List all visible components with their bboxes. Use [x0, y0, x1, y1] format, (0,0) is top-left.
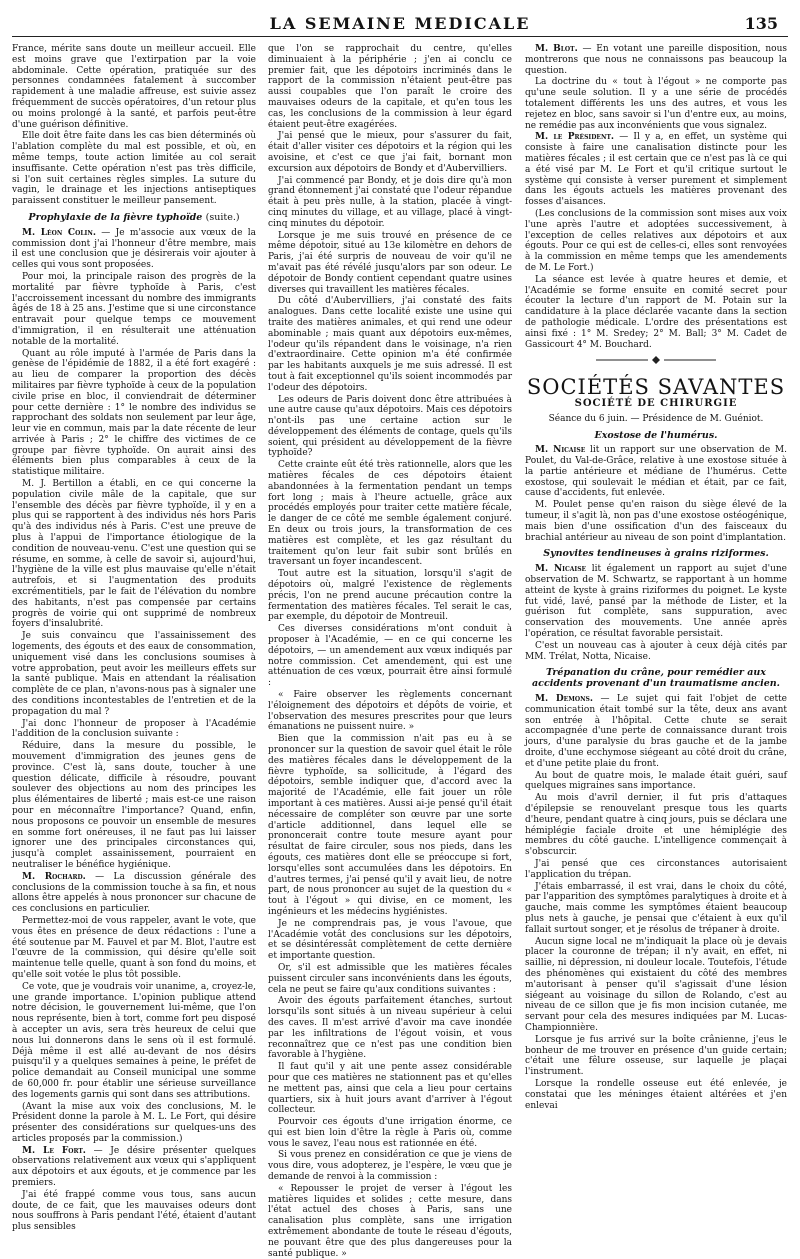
paragraph: J'ai pensé que le mieux, pour s'assurer du fait, était d'aller visiter ces dépotoirs et la région qui les avoisine, et c'est ce que j'ai fait, bornant mon excursion aux dépotoirs de Bondy et d'Aubervilliers.: [268, 131, 512, 174]
paragraph: Les odeurs de Paris doivent donc être attribuées à une autre cause qu'aux dépotoirs. Mais ces dépotoirs n'ont-ils pas une certaine action sur le développement des éléments de contage, quels qu'ils soient, qui président au développement de la fièvre typhoïde?: [268, 394, 512, 459]
speaker-text: — En votant une pareille disposition, nous montrerons que nous ne connaissons pas beaucoup la question.: [525, 44, 787, 76]
speaker-paragraph: [525, 445, 787, 499]
paragraph: M. Poulet pense qu'en raison du siège élevé de la tumeur, il s'agit là, non pas d'une exostose ostéogénique, mais bien d'une ossification d'un des faisceaux du brachial antérieur au niveau de son point d'implantation.: [525, 500, 787, 543]
speaker-paragraph: [525, 694, 787, 770]
speaker-text: — Le sujet qui fait l'objet de cette communication était tombé sur la tête, deux ans avant son entrée à l'hôpital. Cette chute se serait accompagnée d'une perte de connaissance durant trois jours, d'une paralysie du bras gauche et de la jambe droite, d'une ecchymose siégeant au côté droit du crâne, et d'une petite plaie du front.: [525, 694, 787, 769]
paragraph: J'ai donc l'honneur de proposer à l'Académie l'addition de la conclusion suivante :: [12, 718, 256, 740]
paragraph: Aucun signe local ne m'indiquait la place où je devais placer la couronne de trépan; il n'y avait, en effet, ni saillie, ni dépression, ni douleur locale. Toutefois, l'étude des phénomènes qui existaient du côté des membres m'autorisant à penser qu'il s'agissait d'une lésion siégeant au voisinage du sillon de Rolando, c'est au niveau de ce sillon que je fis mon incision cutanée, me servant pour cela des mesures indiquées par M. Lucas-Championnière.: [525, 936, 787, 1033]
paragraph: Lorsque je fus arrivé sur la boîte crânienne, j'eus le bonheur de me trouver en présence d'un guide certain; c'était une fêlure osseuse, sur laquelle je plaçai l'instrument.: [525, 1034, 787, 1078]
paragraph: M. J. Bertillon a établi, en ce qui concerne la population civile mâle de la capitale, que sur l'ensemble des décès par fièvre typhoïde, il y en a plus qui se rapportent à des individus nés hors Paris qu'à des individus nés à Paris. C'est une preuve de plus à l'appui de l'importance étiologique de la condition de nouveau-venu. C'est une question qui se résume, en somme, à celle de savoir si, aujourd'hui, l'hygiène de la ville est plus mauvaise qu'elle n'était autrefois, et si l'augmentation des produits excrémentitiels, par le fait de l'élévation du nombre des habitants, n'est pas compensée par certains progrès de voirie qui ont supprimé de nombreux foyers d'insalubrité.: [12, 479, 256, 630]
paragraph: La doctrine du « tout à l'égout » ne comporte pas qu'une seule solution. Il y a une série de procédés totalement différents les uns des autres, et vous les rejetez en bloc, sans savoir si l'un d'entre eux, au moins, ne remédie pas aux inconvénients que vous signalez.: [525, 77, 787, 131]
paragraph: (Les conclusions de la commission sont mises aux voix l'une après l'autre et adoptées successivement, à l'exception de celles relatives aux dépotoirs et aux égouts. Pour ce qui est de celles-ci, elles sont renvoyées à la commission en même temps que les amendements de M. Le Fort.): [525, 208, 787, 273]
paragraph: Elle doit être faite dans les cas bien déterminés où l'ablation complète du mal est possible, et où, en même temps, toute action limitée au col serait insuffisante. Cette opération n'est pas très difficile, si l'on suit certaines règles simples. La suture du vagin, le drainage et les injections antiseptiques paraissent constituer le meilleur pansement.: [12, 131, 256, 207]
subsection-heading: Synovites tendineuses à grains riziformes.: [543, 548, 769, 560]
speaker-name: M. le Président.: [535, 132, 615, 143]
paragraph: Or, s'il est admissible que les matières fécales puissent circuler sans inconvénients dans les égouts, cela ne peut se faire qu'aux conditions suivantes :: [268, 962, 512, 995]
paragraph: Au mois d'avril dernier, il fut pris d'attaques d'épilepsie se renouvelant presque tous les quarts d'heure, pendant quatre à cinq jours, puis se déclara une hémiplégie faciale droite et une hémiplégie des membres du côté gauche. L'intelligence commençait à s'obscurcir.: [525, 793, 787, 858]
paragraph: « Repousser le projet de verser à l'égout les matières liquides et solides ; cette mesure, dans l'état actuel des choses à Paris, sans une canalisation plus complète, sans une irrigation extrêmement abondante de toute le réseau d'égouts, ne pouvant être que des plus dangereuses pour la santé publique. »: [268, 1183, 512, 1259]
speaker-paragraph: [12, 1146, 256, 1189]
speaker-name: M. Nicaise: [535, 445, 586, 456]
paragraph: J'étais embarrassé, il est vrai, dans le choix du côté, par l'apparition des symptômes paralytiques à droite et à gauche, mais comme les symptômes étaient beaucoup plus nets à gauche, je pensai que c'étaient à eux qu'il fallait surtout songer, et je résolus de trépaner à droite.: [525, 881, 787, 935]
speaker-paragraph: [525, 564, 787, 640]
ornament-divider: [525, 356, 787, 368]
section-heading: [12, 213, 256, 224]
speaker-text: — La discussion générale des conclusions de la commission touche à sa fin, et nous allons être appelés à nous prononcer sur chacune de ces conclusions en particulier.: [12, 871, 256, 915]
speaker-paragraph: [525, 132, 787, 208]
paragraph: Ces diverses considérations m'ont conduit à proposer à l'Académie, — en ce qui concerne les dépotoirs, — un amendement aux vœux indiqués par notre commission. Cet amendement, qui est une atténuation de ces vœux, pourrait être ainsi formulé :: [268, 624, 512, 689]
speaker-text: — Je désire présenter quelques observations relativement aux vœux qui s'appliquent aux dépotoirs et aux égouts, et je commence par les premiers.: [12, 1145, 257, 1189]
paragraph: Du côté d'Aubervilliers, j'ai constaté des faits analogues. Dans cette localité existe une usine qui traite des matières animales, et qui rend une odeur abominable ; mais quant aux dépotoirs eux-mêmes, l'odeur qu'ils répandent dans le voisinage, n'a rien d'extraordinaire. Cette opinion m'a été confirmée par les habitants auxquels je me suis adressé. Il est tout à fait exceptionnel qu'ils soient incommodés par l'odeur des dépotoirs.: [268, 296, 512, 393]
section-suffix: (suite.): [205, 211, 240, 223]
paragraph: « Faire observer les règlements concernant l'éloignement des dépotoirs et dépôts de voirie, et l'observation des mesures prescrites pour que leurs émanations ne puissent nuire. »: [268, 690, 512, 733]
paragraph: Lorsque la rondelle osseuse eut été enlevée, je constatai que les méninges étaient altérées et j'en enlevai: [525, 1078, 787, 1111]
paragraph: (Avant la mise aux voix des conclusions, M. le Président donne la parole à M. L. Le Fort, qui désire présenter des considérations sur quelques-uns des articles proposés par la commission.): [12, 1101, 256, 1144]
journal-title: LA SEMAINE MEDICALE: [269, 14, 531, 33]
paragraph: Je ne comprendrais pas, je vous l'avoue, que l'Académie votât des conclusions sur les dépotoirs, et se désintéressât complètement de cette dernière et importante question.: [268, 918, 512, 962]
societies-title: SOCIÉTÉS SAVANTES: [526, 375, 786, 400]
column-1: [12, 44, 257, 1233]
column-2: [268, 44, 512, 1259]
paragraph: Au bout de quatre mois, le malade était guéri, sauf quelques migraines sans importance.: [525, 770, 787, 792]
speaker-name: M. Rochard.: [22, 871, 86, 882]
subsection-heading: Exostose de l'humérus.: [594, 429, 718, 441]
paragraph: Avoir des égouts parfaitement étanches, surtout lorsqu'ils sont situés à un niveau supérieur à celui des caves. Il m'est arrivé d'avoir ma cave inondée par les infiltrations de l'égout voisin, et vous reconnaîtrez que ce n'est pas une condition bien favorable à l'hygiène.: [268, 996, 512, 1061]
speaker-text: — Il y a, en effet, un système qui consiste à faire une canalisation distincte pour les matières fécales ; il est certain que ce n'est pas là ce qui a été visé par M. Le Fort et qu'il critique surtout le système qui consiste à verser purement et simplement dans les égouts actuels les matières provenant des fosses d'aisances.: [525, 132, 788, 208]
paragraph: Il faut qu'il y ait une pente assez considérable pour que ces matières ne stationnent pas et qu'elles ne mettent pas, ainsi que cela a lieu pour certains quartiers, six à huit jours avant d'arriver à l'égout collecteur.: [268, 1062, 512, 1116]
seance-line: Séance du 6 juin. — Présidence de M. Guéniot.: [548, 413, 764, 424]
paragraph: Tout autre est la situation, lorsqu'il s'agit de dépotoirs où, malgré l'existence de règlements précis, l'on ne prend aucune précaution contre la fermentation des matières fécales. Tel serait le cas, par exemple, du dépotoir de Montreuil.: [268, 569, 512, 623]
speaker-text: lit également un rapport au sujet d'une observation de M. Schwartz, se rapportant à un homme atteint de kyste à grains riziformes du poignet. Le kyste fut vidé, lavé, pansé par la méthode de Lister, et la guérison fut complète, sans suppuration, avec conservation des mouvements. Une année après l'opération, ce résultat favorable persistait.: [525, 564, 788, 640]
society-name: SOCIÉTÉ DE CHIRURGIE: [574, 397, 738, 409]
speaker-text: lit un rapport sur une observation de M. Poulet, du Val-de-Grâce, relative à une exostose située à la partie antérieure et médiane de l'humérus. Cette exostose, qui soulevait le médian et était, par ce fait, cause d'accidents, fut enlevée.: [525, 445, 787, 499]
speaker-name: M. Nicaise: [535, 564, 587, 575]
section-title: Prophylaxie de la fièvre typhoïde: [28, 211, 203, 223]
paragraph: J'ai commencé par Bondy, et je dois dire qu'à mon grand étonnement j'ai constaté que l'odeur répandue était à peu près nulle, à la station, placée à vingt-cinq minutes du village, et au village, placé à vingt-cinq minutes du dépotoir.: [268, 175, 512, 229]
paragraph: Si vous prenez en considération ce que je viens de vous dire, vous adopterez, je l'espère, le vœu que je demande de renvoi à la commission :: [268, 1150, 512, 1183]
speaker-name: M. Le Fort.: [22, 1145, 86, 1156]
paragraph: Réduire, dans la mesure du possible, le mouvement d'immigration des jeunes gens de province. C'est là, sans doute, toucher à une question délicate, difficile à résoudre, pouvant soulever des objections au nom des principes les plus élémentaires de liberté ; mais est-ce une raison pour en méconnaître l'importance? Quand, enfin, nous proposons ce pouvoir un ensemble de mesures en somme fort onéreuses, il ne faut pas lui laisser ignorer une des principales circonstances qui, jusqu'à complet assainissement, pourraient en neutraliser le bénéfice hygiénique.: [12, 741, 256, 870]
paragraph: C'est un nouveau cas à ajouter à ceux déjà cités par MM. Trélat, Notta, Nicaise.: [525, 640, 787, 662]
column-3: [525, 44, 788, 1111]
speaker-paragraph: [525, 44, 787, 76]
paragraph: Pour moi, la principale raison des progrès de la mortalité par fièvre typhoïde à Paris, c'est l'accroissement incessant du nombre des immigrants âgés de 18 à 25 ans. J'estime que si une circonstance entravait pour quelque temps ce mouvement d'immigration, il en résulterait une atténuation notable de la mortalité.: [12, 271, 256, 347]
paragraph: Cette crainte eût été très rationnelle, alors que les matières fécales de ces dépotoirs étaient abandonnées à la fermentation pendant un temps fort long ; mais à l'heure actuelle, grâce aux procédés employés pour traiter cette matière fécale, le danger de ce côté me semble également conjuré. En deux ou trois jours, la transformation de ces matières est complète, et les gaz résultant du traitement qu'on leur fait subir sont brûlés en traversant un foyer incandescent.: [268, 460, 512, 568]
paragraph: Quant au rôle imputé à l'armée de Paris dans la genèse de l'épidémie de 1882, il a été fort exagéré : au lieu de comparer la proportion des décès militaires par fièvre typhoïde à ceux de la population civile prise en bloc, il conviendrait de déterminer pour cette dernière : 1° le nombre des individus se rapprochant des soldats non seulement par leur âge, leur vie en commun, mais par la date récente de leur arrivée à Paris ; 2° le chiffre des victimes de ce groupe par fièvre typhoïde. On aurait ainsi des éléments bien plus comparables à ceux de la statistique militaire.: [12, 348, 256, 478]
ornament-icon: [596, 356, 716, 364]
paragraph: Pourvoir ces égouts d'une irrigation énorme, ce qui est bien loin d'être la règle à Paris où, comme vous le savez, l'eau nous est rationnée en été.: [268, 1117, 512, 1149]
header-rule: [12, 36, 788, 37]
speaker-name: M. Léon Colin.: [22, 227, 96, 238]
speaker-paragraph: [12, 228, 256, 271]
paragraph: J'ai pensé que ces circonstances autorisaient l'application du trépan.: [525, 858, 787, 880]
paragraph: Lorsque je me suis trouvé en présence de ce même dépotoir, situé au 13e kilomètre en dehors de Paris, j'ai été surpris de nouveau de voir qu'il ne m'avait pas été révélé jusqu'alors par son odeur. Le dépotoir de Bondy contient cependant quatre usines diverses qui travaillent les matières fécales.: [268, 230, 512, 295]
paragraph: J'ai été frappé comme vous tous, sans aucun doute, de ce fait, que les mauvaises odeurs dont nous souffrons à Paris pendant l'été, étaient d'autant plus sensibles: [12, 1189, 256, 1233]
speaker-name: M. Blot.: [535, 44, 578, 54]
paragraph: La séance est levée à quatre heures et demie, et l'Académie se forme ensuite en comité secret pour écouter la lecture d'un rapport de M. Potain sur la candidature à la place déclarée vacante dans la section de pathologie médicale. L'ordre des présentations est ainsi fixé : 1° M. Sredey; 2° M. Ball; 3° M. Cadet de Gassicourt 4° M. Bouchard.: [525, 274, 787, 350]
page-number: 135: [744, 14, 778, 33]
speaker-text: — Je m'associe aux vœux de la commission dont j'ai l'honneur d'être membre, mais il est une conclusion que je désirerais voir ajouter à celles qui vous sont proposées.: [12, 227, 256, 271]
speaker-paragraph: [12, 872, 256, 915]
speaker-name: M. Demons.: [535, 694, 594, 705]
paragraph: France, mérite sans doute un meilleur accueil. Elle est moins grave que l'extirpation par la voie abdominale. Cette opération, pratiquée sur des personnes condamnées fatalement à succomber rapidement à une maladie affreuse, est suivie assez fréquemment de succès opératoires, d'un retour plus ou moins prolongé à la santé, et parfois peut-être d'une guérison définitive.: [12, 44, 256, 130]
paragraph: Permettez-moi de vous rappeler, avant le vote, que vous êtes en présence de deux rédactions : l'une a été soutenue par M. Fauvel et par M. Blot, l'autre est l'œuvre de la commission, qui désire qu'elle soit maintenue telle quelle, quant à son fond du moins, et qu'elle soit votée le plus tôt possible.: [12, 915, 256, 980]
paragraph: Ce vote, que je voudrais voir unanime, a, croyez-le, une grande importance. L'opinion publique attend notre décision, le gouvernement lui-même, que l'on nous représente, bien à tort, comme fort peu disposé à accepter un avis, sera très heureux de celui que nous lui donnerons dans le sens où il est formulé. Déjà même il est allé au-devant de nos désirs puisqu'il y a quelques semaines à peine, le préfet de police demandait au Conseil municipal une somme de 60,000 fr. pour établir une sérieuse surveillance des logements garnis qui sont dans ses attributions.: [12, 981, 256, 1100]
paragraph: Je suis convaincu que l'assainissement des logements, des égouts et des eaux de consommation, uniquement visé dans les conclusions soumises à votre approbation, peut avoir les meilleurs effets sur la santé publique. Mais en attendant la réalisation complète de ce plan, n'avons-nous pas à signaler une des conditions incontestables de l'entretien et de la propagation du mal ?: [12, 631, 256, 717]
paragraph: que l'on se rapprochait du centre, qu'elles diminuaient à la périphérie ; j'en ai conclu ce premier fait, que les dépotoirs incriminés dans le rapport de la commission n'étaient peut-être pas aussi coupables que l'on paraît le croire des mauvaises odeurs de la capitale, et qu'en tous les cas, les conclusions de la commission à leur égard étaient peut-être exagérées.: [268, 44, 512, 130]
paragraph: Bien que la commission n'ait pas eu à se prononcer sur la question de savoir quel était le rôle des matières fécales dans le développement de la fièvre typhoïde, sa sollicitude, à l'égard des dépotoirs, semble indiquer que, d'accord avec la majorité de l'Académie, elle fait jouer un rôle important à ces matières. Aussi ai-je pensé qu'il était nécessaire de compléter son œuvre par une sorte d'article additionnel, dans lequel elle se prononcerait contre toute mesure ayant pour résultat de faire circuler, sous nos pieds, dans les égouts, ces matières dont elle se préoccupe si fort, lorsqu'elles sont accumulées dans les dépotoirs. En d'autres termes, j'ai pensé qu'il y avait lieu, de notre part, de nous prononcer au sujet de la question du « tout à l'égout » qui divise, en ce moment, les ingénieurs et les médecins hygiénistes.: [268, 734, 512, 917]
subsection-heading: Trépanation du crâne, pour remédier aux accidents provenant d'un traumatisme ancien.: [532, 667, 780, 690]
